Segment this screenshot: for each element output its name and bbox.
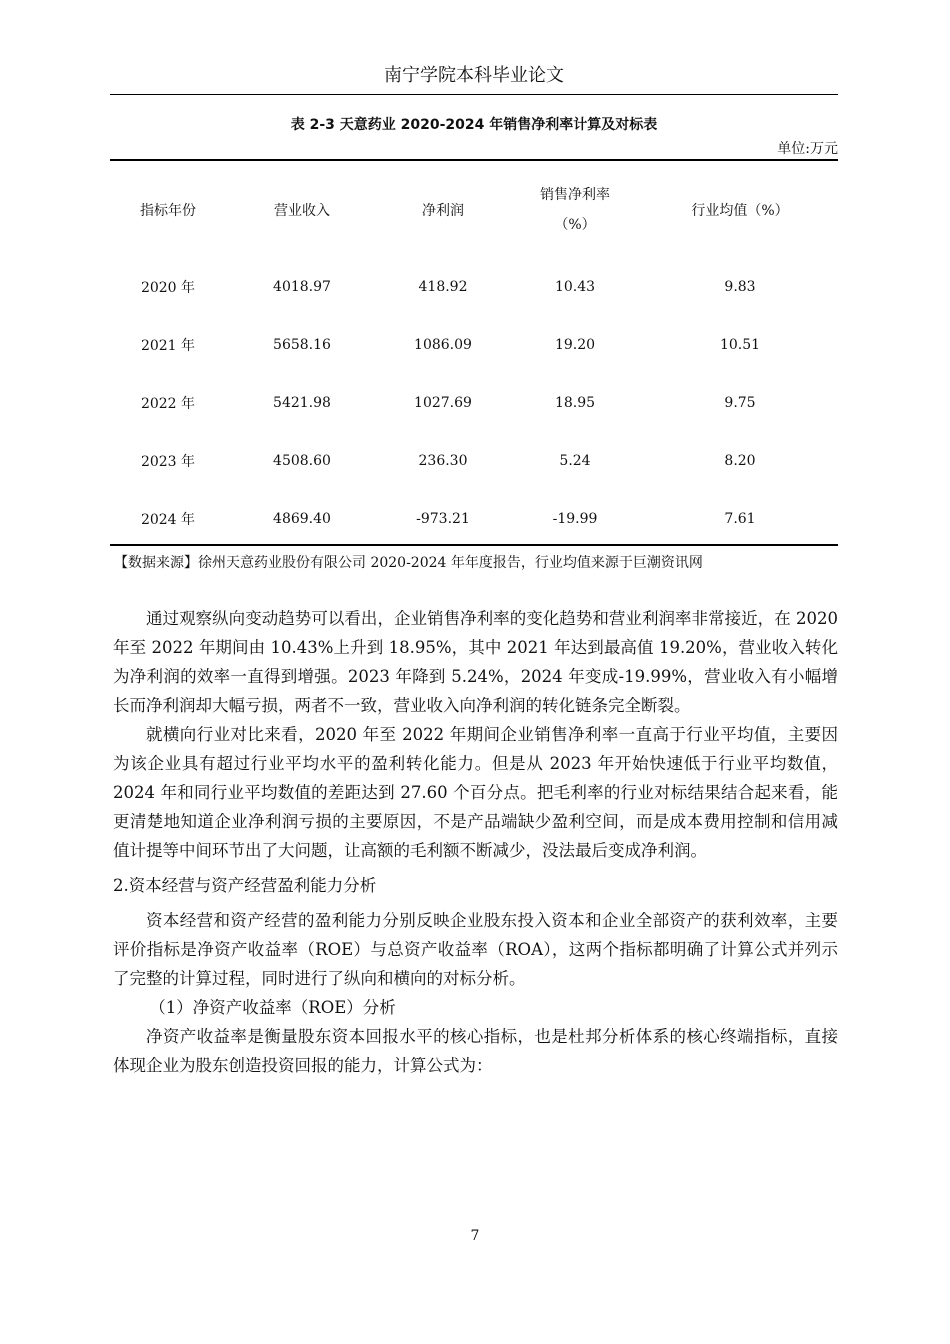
table-caption: 表 2-3 天意药业 2020-2024 年销售净利率计算及对标表 bbox=[290, 117, 658, 133]
cell-net-profit: -973.21 bbox=[416, 511, 470, 527]
cell-net-margin: 19.20 bbox=[554, 337, 596, 353]
cell-revenue: 5421.98 bbox=[273, 395, 331, 411]
body-text bbox=[113, 604, 838, 1080]
cell-net-margin: 10.43 bbox=[554, 279, 596, 295]
cell-revenue: 4869.40 bbox=[273, 511, 331, 527]
cell-net-profit: 418.92 bbox=[418, 279, 468, 295]
cell-industry-average: 8.20 bbox=[724, 453, 756, 469]
table-row bbox=[110, 258, 838, 316]
cell-net-profit: 1027.69 bbox=[414, 395, 472, 411]
cell-net-margin: 5.24 bbox=[559, 453, 591, 469]
cell-net-profit: 1086.09 bbox=[414, 337, 472, 353]
table-header-row bbox=[110, 162, 838, 258]
paragraph-vertical-trend: 通过观察纵向变动趋势可以看出，企业销售净利率的变化趋势和营业利润率非常接近，在 2020 年至 2022 年期间由 10.43%上升到 18.95%，其中 2021 年达到最高值 19.20%，营业收入转化为净利润的效率一直得到增强。2023 年降到 5.24%，2024 年变成-19.99%，营业收入有小幅增长而净利润却大幅亏损，两者不一致，营业收入向净利润的转化链条完全断裂。 bbox=[113, 609, 838, 715]
cell-revenue: 5658.16 bbox=[273, 337, 331, 353]
cell-year: 2024 年 bbox=[140, 512, 196, 528]
table-row bbox=[110, 316, 838, 374]
cell-industry-average: 7.61 bbox=[724, 511, 756, 527]
table-row bbox=[110, 374, 838, 432]
column-header-net-profit: 净利润 bbox=[422, 203, 464, 219]
cell-industry-average: 10.51 bbox=[719, 337, 761, 353]
cell-year: 2022 年 bbox=[140, 396, 196, 412]
column-header-year: 指标年份 bbox=[140, 203, 196, 219]
subsection-heading: （1）净资产收益率（ROE）分析 bbox=[149, 998, 396, 1017]
table-source-note: 【数据来源】徐州天意药业股份有限公司 2020-2024 年年度报告，行业均值来源于巨潮资讯网 bbox=[114, 555, 703, 571]
cell-net-margin: -19.99 bbox=[552, 511, 598, 527]
header-rule bbox=[110, 94, 838, 95]
cell-industry-average: 9.83 bbox=[724, 279, 756, 295]
net-margin-table bbox=[110, 162, 838, 548]
page-header-title: 南宁学院本科毕业论文 bbox=[384, 65, 564, 86]
paragraph-capital-asset-intro: 资本经营和资产经营的盈利能力分别反映企业股东投入资本和企业全部资产的获利效率，主要评价指标是净资产收益率（ROE）与总资产收益率（ROA），这两个指标都明确了计算公式并列示了完整的计算过程，同时进行了纵向和横向的对标分析。 bbox=[113, 911, 838, 988]
table-top-rule bbox=[110, 159, 838, 161]
column-header-industry-average: 行业均值（%） bbox=[691, 203, 789, 219]
cell-revenue: 4508.60 bbox=[273, 453, 331, 469]
cell-year: 2020 年 bbox=[140, 280, 196, 296]
cell-year: 2021 年 bbox=[140, 338, 196, 354]
page-number: 7 bbox=[470, 1228, 480, 1244]
cell-year: 2023 年 bbox=[140, 454, 196, 470]
column-header-net-margin: 销售净利率 （%） bbox=[540, 187, 610, 233]
table-bottom-rule bbox=[110, 544, 838, 546]
table-row bbox=[110, 432, 838, 490]
paragraph-roe-definition: 净资产收益率是衡量股东资本回报水平的核心指标，也是杜邦分析体系的核心终端指标，直接体现企业为股东创造投资回报的能力，计算公式为： bbox=[113, 1027, 838, 1075]
table-unit: 单位:万元 bbox=[777, 141, 838, 157]
paragraph-industry-comparison: 就横向行业对比来看，2020 年至 2022 年期间企业销售净利率一直高于行业平均值，主要因为该企业具有超过行业平均水平的盈利转化能力。但是从 2023 年开始快速低于行业平均数值，2024 年和同行业平均数值的差距达到 27.60 个百分点。把毛利率的行业对标结果结合起来看，能更清楚地知道企业净利润亏损的主要原因，不是产品端缺少盈利空间，而是成本费用控制和信用减值计提等中间环节出了大问题，让高额的毛利额不断减少，没法最后变成净利润。 bbox=[113, 725, 838, 860]
cell-net-margin: 18.95 bbox=[554, 395, 596, 411]
cell-revenue: 4018.97 bbox=[273, 279, 331, 295]
section-heading: 2.资本经营与资产经营盈利能力分析 bbox=[113, 876, 377, 895]
cell-net-profit: 236.30 bbox=[418, 453, 468, 469]
cell-industry-average: 9.75 bbox=[724, 395, 756, 411]
table-row bbox=[110, 490, 838, 548]
column-header-revenue: 营业收入 bbox=[274, 203, 330, 219]
